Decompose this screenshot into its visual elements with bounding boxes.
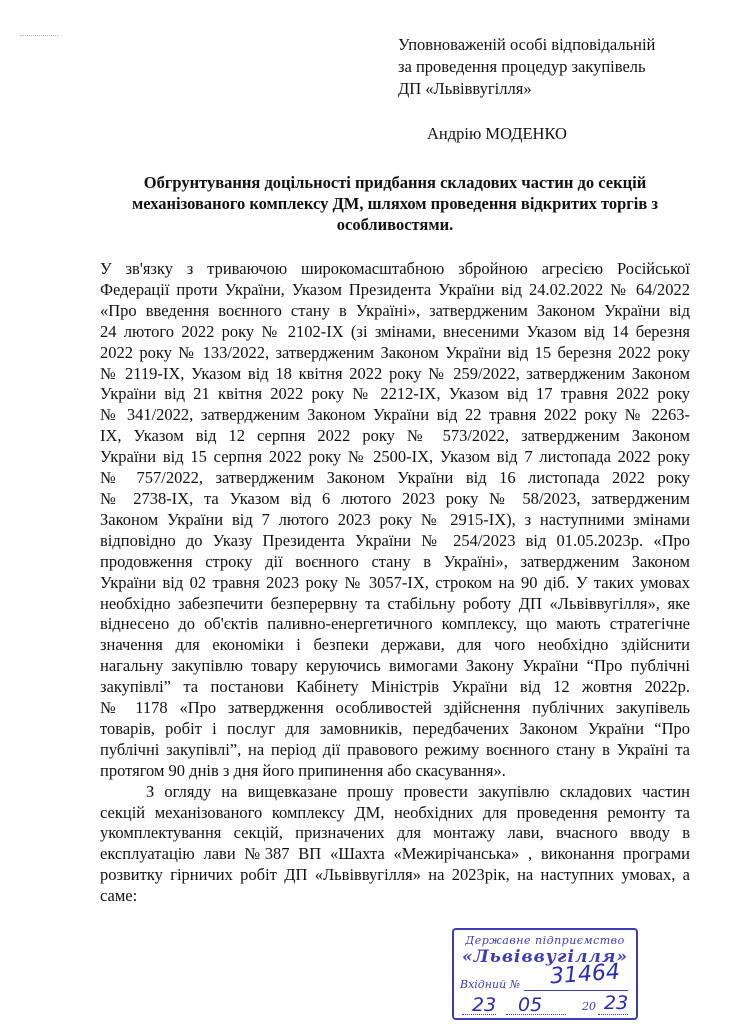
stamp-date-month: 05 [518,994,543,1016]
addressee-name: Андрію МОДЕНКО [427,124,567,143]
scan-artifact [20,35,58,38]
body-line: 2022 року № 133/2022, затвердженим Законом України від 15 березня 2022 року [100,342,690,362]
paragraph-2 [100,782,690,907]
stamp-incoming-number: 31464 [549,959,621,990]
stamp-org-label: Державне підприємство [465,934,625,947]
document-body [100,259,690,907]
paragraph-1 [100,259,690,782]
body-line: публічні закупівлі”, на період дії правового режиму воєнного стану в Україні та [100,739,690,759]
stamp-incoming-label: Вхідний № [460,978,521,991]
body-line: значення для економіки і безпеки держави, для чого необхідно здійснити [100,635,690,655]
addressee-line: ДП «Львіввугілля» [398,79,532,98]
body-line: розвитку гірничих робіт ДП «Львіввугілля» на 2023рік, на наступних умовах, а [100,865,690,885]
body-line: № 1178 «Про затвердження особливостей здійснення публічних закупівель [100,698,690,718]
body-line: укомплектування секцій, призначених для монтажу лави, вчасного вводу в [100,823,690,843]
title-line: особливостями. [336,215,454,234]
registration-stamp [452,928,638,1020]
title-line: механізованого комплексу ДМ, шляхом проведення відкритих торгів з [131,194,659,213]
body-line: необхідно забезпечити безперервну та стабільну роботу ДП «Львіввугілля», яке [100,593,690,613]
body-line: експлуатацію лави №387 ВП «Шахта «Межирічанська» , виконання програми [100,844,690,864]
body-line: «Про введення воєнного стану в Україні», затвердженим Законом України від [100,300,690,320]
body-line: відповідно до Указу Президента України № 254/2023 від 01.05.2023р. «Про [100,530,690,550]
body-line: З огляду на вищевказане прошу провести закупівлю складових частин [146,781,690,801]
body-line: протягом 90 днів з дня його припинення або скасування». [100,760,506,780]
body-line: віднесено до об'єктів паливно-енергетичного комплексу, що мають стратегічне [100,614,690,634]
addressee-line: за проведення процедур закупівель [398,57,646,76]
stamp-dots-year [598,1014,628,1015]
body-line: № 757/2022, затвердженим Законом України від 16 листопада 2022 року [100,468,690,488]
stamp-date-year-prefix: 20 [582,1000,596,1013]
body-line: закупівлі” та постанови Кабінету Міністрів України від 12 жовтня 2022р. [100,677,690,697]
stamp-date-year: 23 [604,992,629,1014]
body-line: України від 15 серпня 2022 року № 2500-IX, Указом від 7 листопада 2022 року [100,447,690,467]
body-line: України від 02 травня 2023 року № 3057-IX, строком на 90 діб. У таких умовах [100,572,690,592]
body-line: України від 21 квітня 2022 року № 2212-IX, Указом від 17 травня 2022 року [100,384,690,404]
title-line: Обгрунтування доцільності придбання складових частин до секцій [143,173,647,192]
body-line: IX, Указом від 12 серпня 2022 року № 573/2022, затвердженим Законом [100,426,690,446]
body-line: нагальну закупівлю товару керуючись вимогами Закону України “Про публічні [100,656,690,676]
stamp-date-day: 23 [472,994,497,1016]
stamp-date-row [460,992,630,1016]
document-title [100,172,690,235]
body-line: № 2119-IX, Указом від 18 квітня 2022 року № 259/2022, затвердженим Законом [100,363,690,383]
body-line: Законом України від 7 лютого 2023 року № 2915-IX), з наступними змінами [100,509,690,529]
body-line: товарів, робіт і послуг для замовників, передбачених Законом України “Про [100,718,690,738]
body-line: продовження строку дії воєнного стану в Україні», затвердженим Законом [100,551,690,571]
stamp-org-name: «Львіввугілля» [461,947,629,967]
stamp-number-rule [524,990,628,991]
stamp-dots-month [506,1014,566,1015]
body-line: У зв'язку з триваючою широкомасштабною збройною агресією Російської [100,259,690,278]
body-line: Федерації проти України, Указом Президента України від 24.02.2022 № 64/2022 [100,279,690,299]
body-line: саме: [100,886,138,906]
addressee-block [398,34,718,100]
body-line: 24 лютого 2022 року № 2102-IX (зі змінами, внесеними Указом від 14 березня [100,321,690,341]
body-line: № 2738-IX, та Указом від 6 лютого 2023 року № 58/2023, затвердженим [100,488,690,508]
addressee-line: Уповноваженій особі відповідальній [398,35,656,54]
body-line: № 341/2022, затвердженим Законом України від 22 травня 2022 року № 2263- [100,405,690,425]
body-line: секцій механізованого комплексу ДМ, необхідних для проведення ремонту та [100,802,690,822]
stamp-dots-day [462,1014,496,1015]
